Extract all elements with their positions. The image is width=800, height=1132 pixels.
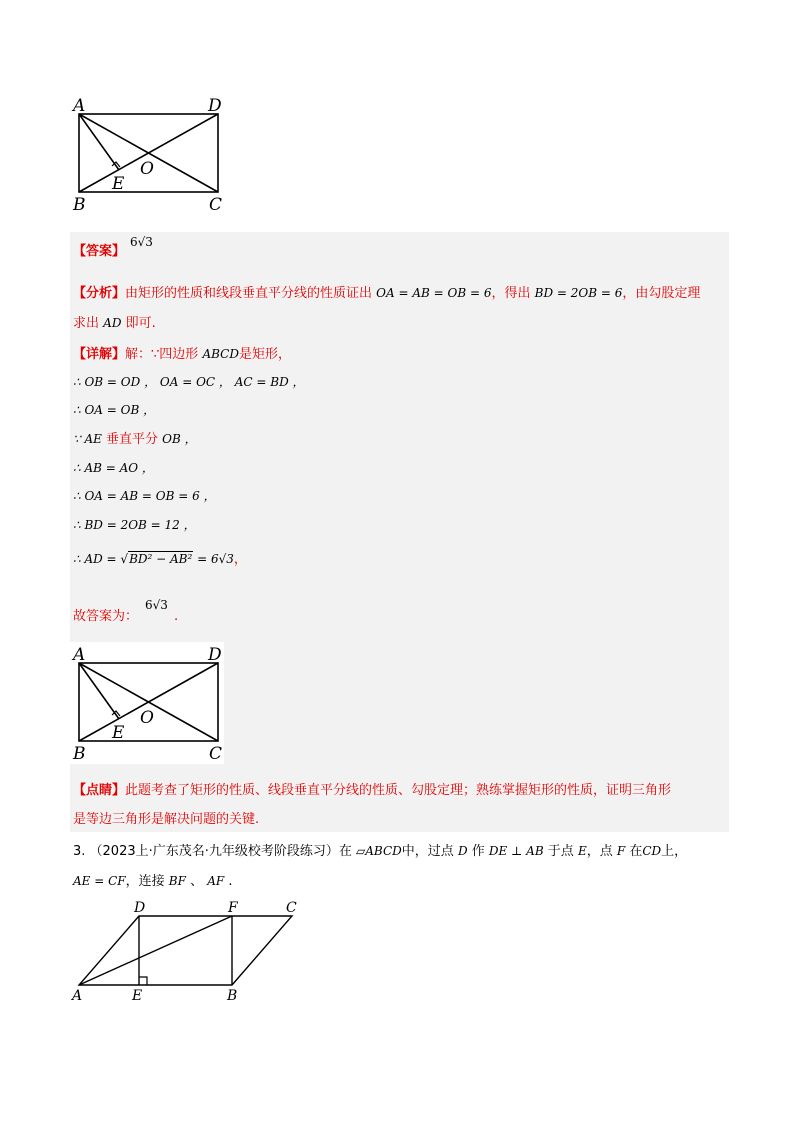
comment-tag: 【点睛】 xyxy=(73,783,126,798)
problem-3-line-2 xyxy=(73,872,233,891)
fig3-label-e: E xyxy=(132,988,143,1004)
detail-step-3-math-a: ∵ AE xyxy=(73,432,102,446)
comment-text-2: 是等边三角形是解决问题的关键. xyxy=(73,812,260,827)
problem-3-source: 3. （2023上·广东茂名·九年级校考阶段练习）在 xyxy=(73,844,352,859)
answer-line xyxy=(73,243,125,261)
problem-3-math-7: AE = CF xyxy=(73,874,126,888)
rectangle-figure-2 xyxy=(60,645,240,765)
analysis-text-2: ，得出 xyxy=(491,286,531,301)
detail-step-2: ∴ OA = OB ， xyxy=(73,403,156,417)
detail-intro-text-2: 是矩形， xyxy=(238,347,291,362)
analysis-text-4: 求出 xyxy=(73,316,100,331)
problem-3-line-1 xyxy=(73,842,687,861)
analysis-math-1: OA = AB = OB = 6 xyxy=(376,286,492,300)
analysis-math-2: BD = 2OB = 6 xyxy=(534,286,623,300)
final-answer-label: 故答案为： xyxy=(73,609,139,624)
analysis-math-3: AD xyxy=(103,316,122,330)
analysis-text-1: 由矩形的性质和线段垂直平分线的性质证出 xyxy=(125,286,373,301)
problem-3-text-8: 、 xyxy=(190,874,204,889)
analysis-text-5: 即可. xyxy=(125,316,156,331)
detail-step-3-math-b: OB ， xyxy=(162,432,197,446)
fig1-label-b: B xyxy=(73,195,86,215)
fig1-label-o: O xyxy=(140,159,154,179)
detail-step-3 xyxy=(73,430,197,449)
problem-3-math-1: ▱ABCD xyxy=(356,844,402,858)
problem-3-text-3: 于点 xyxy=(547,844,574,859)
fig2-label-o: O xyxy=(140,708,154,728)
detail-step-5: ∴ OA = AB = OB = 6 ， xyxy=(73,489,216,503)
fig2-label-e: E xyxy=(112,723,125,743)
sqrt-expression: √BD² − AB² xyxy=(120,552,193,566)
detail-step-7-math-a: ∴ AD = xyxy=(73,552,121,566)
detail-intro xyxy=(73,345,291,364)
problem-3-math-2: D xyxy=(457,844,468,858)
problem-3-text-2: 作 xyxy=(471,844,485,859)
problem-3-math-3: DE ⊥ AB xyxy=(488,844,544,858)
detail-intro-math: ABCD xyxy=(202,347,239,361)
problem-3-text-1: 中，过点 xyxy=(401,844,454,859)
detail-step-3-text: 垂直平分 xyxy=(106,432,159,447)
analysis-text-3: ，由勾股定理 xyxy=(622,286,701,301)
detail-tag: 【详解】 xyxy=(73,347,126,362)
fig3-label-d: D xyxy=(134,900,146,916)
problem-3-text-4: ，点 xyxy=(586,844,613,859)
final-answer-value: 6√3 xyxy=(145,598,168,612)
fig2-label-c: C xyxy=(209,744,223,764)
fig1-label-d: D xyxy=(208,96,222,116)
problem-3-text-9: . xyxy=(228,874,233,889)
fig2-label-b: B xyxy=(73,744,86,764)
detail-step-4: ∴ AB = AO ， xyxy=(73,461,154,475)
problem-3-math-5: F xyxy=(616,844,626,858)
problem-3-text-7: ，连接 xyxy=(125,874,165,889)
fig3-label-f: F xyxy=(228,900,238,916)
comment-line-1 xyxy=(73,782,671,800)
detail-step-7-comma: ， xyxy=(233,552,247,567)
problem-3-math-8: BF xyxy=(168,874,186,888)
fig3-label-c: C xyxy=(286,900,297,916)
comment-line-2 xyxy=(73,811,259,829)
rectangle-figure-1 xyxy=(60,92,240,217)
detail-step-1: ∴ OB = OD ， OA = OC ， AC = BD ， xyxy=(73,375,305,389)
detail-step-7 xyxy=(73,550,247,569)
problem-3-math-4: E xyxy=(577,844,587,858)
problem-3-math-9: AF xyxy=(207,874,225,888)
final-answer-period: . xyxy=(174,609,179,624)
parallelogram-figure xyxy=(62,896,312,1006)
fig2-label-a: A xyxy=(73,645,86,665)
detail-intro-text: 解：∵四边形 xyxy=(125,347,199,362)
answer-tag: 【答案】 xyxy=(73,244,126,259)
fig3-label-a: A xyxy=(72,988,83,1004)
comment-text-1: 此题考查了矩形的性质、线段垂直平分线的性质、勾股定理；熟练掌握矩形的性质，证明三角形 xyxy=(125,783,672,798)
fig1-label-c: C xyxy=(209,195,223,215)
fig3-label-b: B xyxy=(227,988,238,1004)
final-answer-line xyxy=(73,608,138,626)
problem-3-math-6: CD xyxy=(642,844,662,858)
problem-3-text-5: 在 xyxy=(629,844,643,859)
analysis-line-2 xyxy=(73,314,156,333)
problem-3-text-6: 上， xyxy=(661,844,688,859)
detail-step-7-math-b: = 6√3 xyxy=(193,552,234,566)
fig2-label-d: D xyxy=(208,645,222,665)
fig1-label-e: E xyxy=(112,174,125,194)
detail-step-6: ∴ BD = 2OB = 12 ， xyxy=(73,518,196,532)
fig1-label-a: A xyxy=(73,96,86,116)
analysis-line-1 xyxy=(73,284,700,303)
analysis-tag: 【分析】 xyxy=(73,286,126,301)
sqrt-radicand: BD² − AB² xyxy=(129,552,193,566)
answer-value: 6√3 xyxy=(130,235,153,249)
